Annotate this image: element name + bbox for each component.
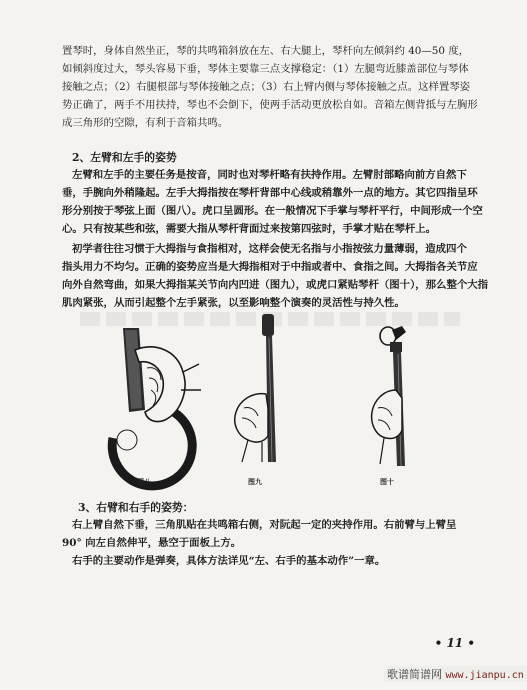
text-line: 肌肉紧张，从而引起整个左手紧张，以至影响整个演奏的灵活性与持久性。 bbox=[62, 297, 405, 309]
text-line: 成三角形的空隙，有利于音箱共鸣。 bbox=[62, 117, 229, 129]
figure-10-illustration bbox=[362, 326, 422, 476]
figure-9-illustration bbox=[222, 312, 292, 472]
text-line: 心。只有按某些和弦，需要大指从琴杆背面过来按第四弦时，手掌才贴在琴杆上。 bbox=[62, 223, 437, 235]
text-line: 置琴时，身体自然坐正，琴的共鸣箱斜放在左、右大腿上，琴杆向左倾斜约 40—50 度， bbox=[62, 45, 470, 57]
text-line: 势正确了，两手不用扶持，琴也不会倒下，使两手活动更放松自如。音箱左侧背抵与左胸形 bbox=[62, 99, 478, 111]
text-line: 右手的主要动作是弹奏，具体方法详见“左、右手的基本动作”一章。 bbox=[72, 555, 386, 567]
text-line: 左臂和左手的主要任务是按音，同时也对琴杆略有扶持作用。左臂肘部略向前方自然下 bbox=[72, 169, 467, 181]
watermark-text: 歌谱简谱网 bbox=[387, 668, 442, 681]
text-line: 右上臂自然下垂，三角肌贴在共鸣箱右侧，对阮起一定的夹持作用。右前臂与上臂呈 bbox=[72, 519, 457, 531]
text-line: 接触之点；（2）右腿根部与琴体接触之点；（3）右上臂内侧与琴体接触之点。这样置琴姿 bbox=[62, 81, 471, 93]
section-heading-left-arm: 2、左臂和左手的姿势 bbox=[72, 151, 177, 164]
section-heading-right-arm: 3、右臂和右手的姿势： bbox=[78, 501, 194, 514]
text-line: 90° 向左自然伸平，悬空于面板上方。 bbox=[62, 537, 242, 549]
figure-10-caption: 图十 bbox=[380, 478, 394, 486]
text-line: 如倾斜度过大，琴头容易下垂，琴体主要靠三点支撑稳定：（1）左腿弯近膝盖部位与琴体 bbox=[62, 63, 469, 75]
figure-8-illustration bbox=[95, 320, 215, 475]
text-line: 初学者往往习惯于大拇指与食指相对，这样会使无名指与小指按弦力量薄弱，造成四个 bbox=[72, 243, 467, 255]
text-line: 向外自然弯曲，如果大拇指某关节向内凹进（图九），或虎口紧贴琴杆（图十），那么整个大指 bbox=[62, 279, 489, 291]
figure-9-caption: 图九 bbox=[248, 478, 262, 486]
site-watermark bbox=[384, 666, 527, 682]
text-line: 垂，手腕向外稍隆起。左手大拇指按在琴杆背部中心线或稍靠外一点的地方。其它四指呈环 bbox=[62, 187, 478, 199]
watermark-url: www.jianpu.cn bbox=[445, 670, 524, 681]
text-line: 形分别按于琴弦上面（图八）。虎口呈圆形。在一般情况下手掌与琴杆平行，中间形成一个空 bbox=[62, 205, 483, 217]
figure-8-caption: 图八 bbox=[137, 478, 151, 486]
text-line: 指头用力不均匀。正确的姿势应当是大拇指相对于中指或者中、食指之间。大拇指各关节应 bbox=[62, 261, 478, 273]
page-number: • 11 • bbox=[434, 636, 475, 650]
